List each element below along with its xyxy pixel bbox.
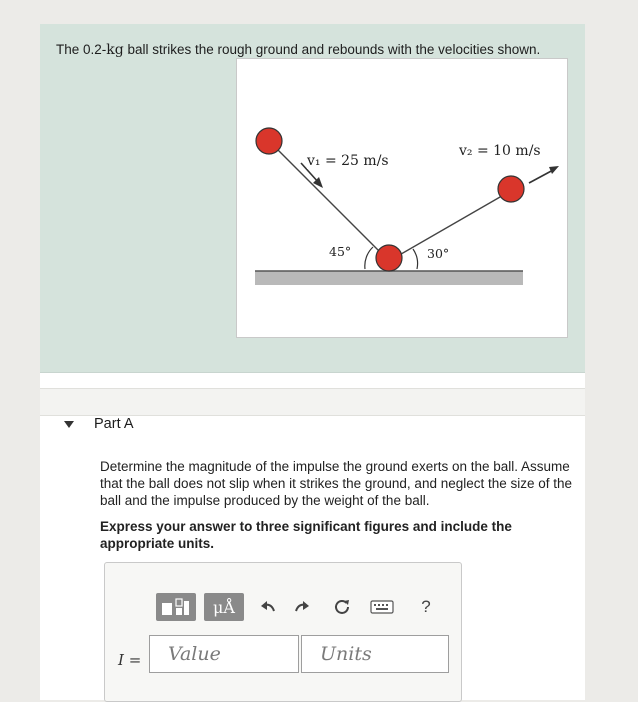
v2-label: v₂ = 10 m/s [459, 143, 541, 159]
part-a-header[interactable] [64, 412, 134, 436]
impact-ball [376, 245, 402, 271]
problem-statement-panel [40, 24, 585, 373]
problem-text-start: The 0.2- [56, 42, 107, 57]
reset-icon[interactable] [329, 593, 355, 621]
value-input[interactable]: Value [149, 635, 299, 673]
keyboard-icon[interactable] [367, 593, 397, 621]
problem-text-end: ball strikes the rough ground and rebounds with the velocities shown. [123, 42, 541, 57]
problem-figure [236, 58, 568, 338]
impulse-variable-label: I = [118, 651, 142, 669]
part-a-label: Part A [94, 416, 134, 432]
collapse-caret-icon[interactable] [64, 421, 74, 428]
mass-unit: kg [106, 42, 124, 58]
angle-45-label: 45° [329, 244, 352, 259]
question-text: Determine the magnitude of the impulse the ground exerts on the ball. Assume that the ball does not slip when it strikes the ground, and neglect the size of the ball and the impulse produced by the weight of the ball. [100, 459, 573, 508]
templates-glyph [160, 597, 192, 617]
templates-icon[interactable] [156, 593, 196, 621]
redo-icon[interactable] [289, 593, 315, 621]
units-icon[interactable]: μÅ [204, 593, 244, 621]
angle-30-label: 30° [427, 246, 450, 261]
ball-rebound-diagram [237, 59, 567, 337]
redo-glyph [293, 599, 311, 615]
angle-arc-45 [365, 247, 373, 269]
incoming-ball [256, 128, 282, 154]
angle-arc-30 [413, 249, 418, 269]
problem-card [40, 24, 585, 700]
answer-box [104, 562, 462, 702]
ground-surface [255, 271, 523, 285]
problem-text [56, 42, 540, 58]
instruction-text: Express your answer to three significant figures and include the appropriate units. [100, 519, 512, 551]
keyboard-glyph [370, 600, 394, 614]
v2-arrow-head [549, 166, 559, 174]
reset-glyph [333, 598, 351, 616]
help-icon[interactable]: ? [421, 597, 431, 616]
undo-glyph [259, 599, 277, 615]
undo-icon[interactable] [255, 593, 281, 621]
units-input[interactable]: Units [301, 635, 449, 673]
rebound-ball [498, 176, 524, 202]
v1-label: v₁ = 25 m/s [307, 153, 389, 169]
